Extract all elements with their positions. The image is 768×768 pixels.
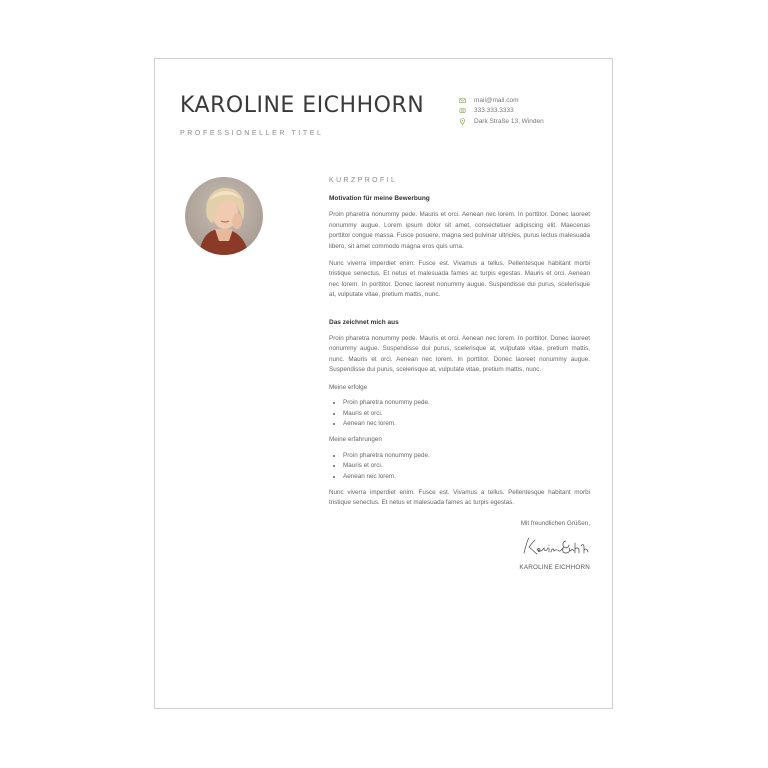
closing-greeting: Mit freundlichen Grüßen,: [520, 519, 590, 527]
phone-text[interactable]: 333.333.3333: [474, 107, 514, 115]
letter-body: [329, 176, 590, 574]
applicant-name: KAROLINE EICHHORN: [180, 93, 425, 118]
location-pin-icon: [459, 118, 466, 125]
address-text: Dark Straße 13, Winden: [474, 117, 544, 125]
motivation-heading: Motivation für meine Bewerbung: [329, 195, 430, 202]
contact-email: [459, 95, 544, 106]
list-item: • Mauris et orci.: [343, 461, 590, 471]
phone-icon: [459, 107, 466, 114]
contact-phone: [459, 106, 544, 117]
email-text[interactable]: mail@mail.com: [474, 96, 519, 104]
list-item: • Proin pharetra nonummy pede.: [343, 398, 590, 408]
contact-block: [459, 95, 544, 127]
list-item: • Proin pharetra nonummy pede.: [343, 451, 590, 461]
email-icon: [459, 97, 466, 104]
section-heading-kurzprofil: KURZPROFIL: [329, 177, 398, 184]
handwritten-signature: [520, 535, 590, 559]
paragraph-2: Nunc viverra imperdiet enim. Fusce est. Vivamus a tellus. Pellentesque habitant morbi tristique senectus. Et netus et malesuada fames ac turpis egestas. Mauris et orci. Aenean nec lorem. In porttitor. Donec laoreet nonummy augue. Suspendisse dui purus, scelerisque at, vulputate vitae, pretium mattis, nunc.: [329, 260, 590, 299]
contact-address: [459, 116, 544, 127]
successes-list: [329, 398, 590, 429]
strengths-heading: Das zeichnet mich aus: [329, 318, 399, 326]
list-item: • Mauris et orci.: [343, 409, 590, 419]
list-item: • Aenean nec lorem.: [343, 419, 590, 429]
paragraph-1: Proin pharetra nonummy pede. Mauris et orci. Aenean nec lorem. In porttitor. Donec laoreet nonummy augue. Lorem ipsum dolor sit amet, consectetuer adipiscing elit. Maecenas porttitor congue massa. Fusce posuere, magna sed pulvinar ultricies, purus lectus malesuada libero, sit amet commodo magna eros quis urna.: [329, 211, 590, 250]
cover-letter-page: [154, 58, 613, 709]
professional-title: PROFESSIONELLER TITEL: [180, 130, 324, 137]
list-item: • Aenean nec lorem.: [343, 472, 590, 482]
successes-label: Meine erfolge: [329, 383, 368, 391]
signature-name: KAROLINE EICHHORN: [519, 564, 590, 572]
paragraph-3: Proin pharetra nonummy pede. Mauris et orci. Aenean nec lorem. In porttitor. Donec laoreet nonummy augue. Suspendisse dui purus, scelerisque at, vulputate vitae, pretium mattis, nunc. Mauris et orci. Aenean nec lorem. In porttitor. Donec laoreet nonummy augue. Suspendisse dui purus, scelerisque at, vulputate vitae, pretium mattis, nunc.: [329, 335, 590, 374]
paragraph-4: Nunc viverra imperdiet enim. Fusce est. Vivamus a tellus. Pellentesque habitant morbi tristique senectus. Et netus et malesuada fames ac turpis egestas.: [329, 488, 590, 507]
experience-label: Meine erfahrungen: [329, 436, 382, 444]
profile-photo: [185, 177, 263, 255]
experience-list: [329, 451, 590, 482]
